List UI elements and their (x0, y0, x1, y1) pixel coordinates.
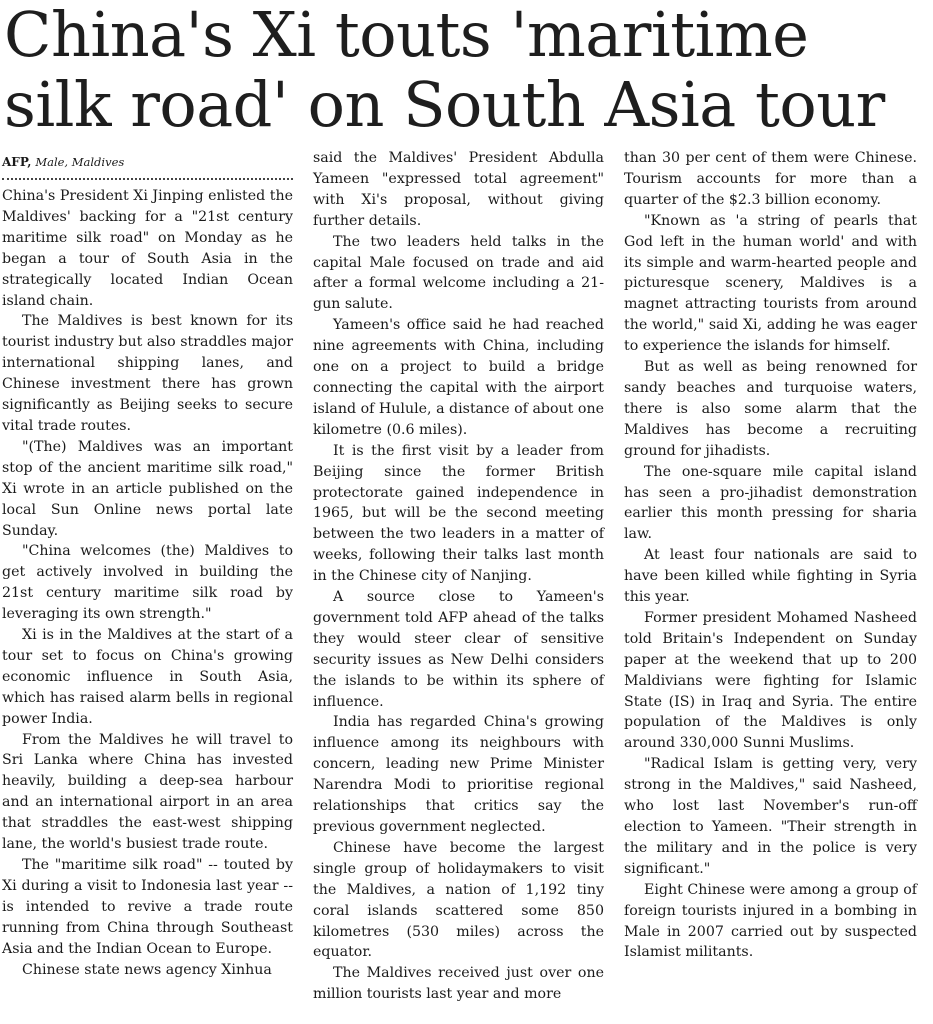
paragraph: The "maritime silk road" -- touted by Xi during a visit to Indonesia last year -- is intended to revive a trade route running from China through Southeast Asia and the Indian Ocean to Europe. (2, 857, 293, 957)
paragraph: It is the first visit by a leader from Beijing since the former British protectorate gained independence in 1965, but will be the second meeting between the two leaders in a matter of weeks, following their talks last month in the Chinese city of Nanjing. (313, 442, 604, 585)
paragraph: A source close to Yameen's government told AFP ahead of the talks they would steer clear of sensitive security issues as New Delhi considers the islands to be within its sphere of influence. (313, 589, 604, 710)
paragraph: India has regarded China's growing influence among its neighbours with concern, leading new Prime Minister Narendra Modi to prioritise regional relationships that critics say the previous government neglected. (313, 714, 604, 835)
paragraph: The two leaders held talks in the capital Male focused on trade and aid after a formal welcome including a 21-gun salute. (313, 233, 604, 313)
byline-source: AFP, (2, 155, 32, 169)
article-headline: China's Xi touts 'maritime silk road' on South Asia tour (4, 0, 885, 141)
paragraph: Chinese have become the largest single group of holidaymakers to visit the Maldives, a nation of 1,192 tiny coral islands scattered some 850 kilometres (530 miles) across the equator. (313, 839, 604, 961)
byline-divider (2, 178, 293, 180)
paragraph: Former president Mohamed Nasheed told Britain's Independent on Sunday paper at the weekend that up to 200 Maldivians were fighting for Islamic State (IS) in Iraq and Syria. The entire population of the Maldives is only around 330,000 Sunni Muslims. (624, 609, 917, 752)
paragraph: Xi is in the Maldives at the start of a tour set to focus on China's growing economic influence in South Asia, which has raised alarm bells in regional power India. (2, 627, 293, 727)
article-column-1 (2, 152, 293, 980)
article-column-3 (624, 148, 917, 963)
byline (2, 152, 293, 172)
paragraph: The Maldives received just over one million tourists last year and more (313, 965, 604, 1003)
paragraph: "Radical Islam is getting very, very strong in the Maldives," said Nasheed, who lost last November's run-off election to Yameen. "Their strength in the military and in the police is very significant." (624, 756, 917, 877)
article-column-2 (313, 148, 604, 1005)
paragraph: China's President Xi Jinping enlisted the Maldives' backing for a "21st century maritime silk road" on Monday as he began a tour of South Asia in the strategically located Indian Ocean island chain. (2, 188, 293, 309)
paragraph: "Known as 'a string of pearls that God left in the human world' and with its simple and warm-hearted people and picturesque scenery, Maldives is a magnet attracting tourists from around the world," said Xi, adding he was eager to experience the islands for himself. (624, 212, 917, 355)
paragraph: Yameen's office said he had reached nine agreements with China, including one on a project to build a bridge connecting the capital with the airport island of Hulule, a distance of about one kilometre (0.6 miles). (313, 317, 604, 438)
paragraph: From the Maldives he will travel to Sri Lanka where China has invested heavily, building a deep-sea harbour and an international airport in an area that straddles the east-west shipping lane, the world's busiest trade route. (2, 731, 293, 853)
paragraph: "China welcomes (the) Maldives to get actively involved in building the 21st century maritime silk road by leveraging its own strength." (2, 543, 293, 623)
paragraph: "(The) Maldives was an important stop of the ancient maritime silk road," Xi wrote in an article published on the local Sun Online news portal late Sunday. (2, 438, 293, 539)
paragraph: Eight Chinese were among a group of foreign tourists injured in a bombing in Male in 2007 carried out by suspected Islamist militants. (624, 881, 917, 961)
paragraph: At least four nationals are said to have been killed while fighting in Syria this year. (624, 547, 917, 606)
paragraph: said the Maldives' President Abdulla Yameen "expressed total agreement" with Xi's proposal, without giving further details. (313, 150, 604, 229)
paragraph: But as well as being renowned for sandy beaches and turquoise waters, there is also some alarm that the Maldives has become a recruiting ground for jihadists. (624, 359, 917, 459)
paragraph: The Maldives is best known for its tourist industry but also straddles major international shipping lanes, and Chinese investment there has grown significantly as Beijing seeks to secure vital trade routes. (2, 313, 293, 434)
paragraph: than 30 per cent of them were Chinese. Tourism accounts for more than a quarter of the $2.3 billion economy. (624, 150, 917, 208)
byline-location: Male, Maldives (35, 155, 125, 169)
paragraph: The one-square mile capital island has seen a pro-jihadist demonstration earlier this month pressing for sharia law. (624, 463, 917, 543)
paragraph: Chinese state news agency Xinhua (22, 961, 272, 978)
